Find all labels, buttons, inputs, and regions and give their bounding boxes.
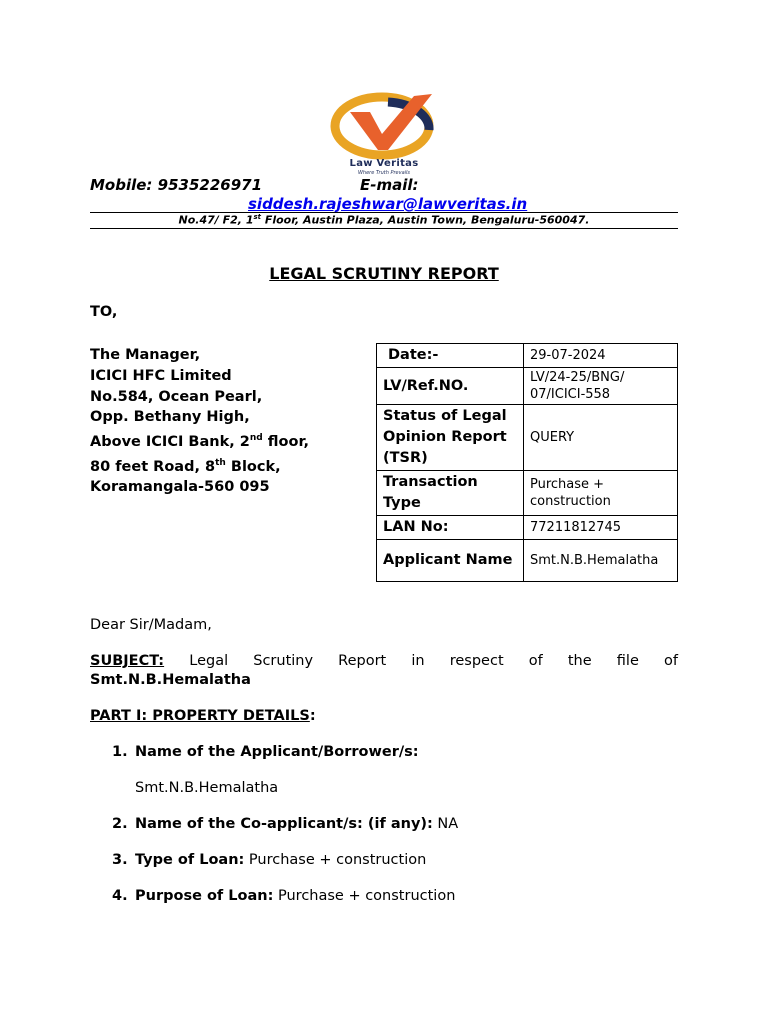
list-item: 3. Type of Loan: Purchase + construction: [112, 852, 427, 868]
info-key: LV/Ref.NO.: [377, 368, 524, 405]
info-value: Purchase + construction: [524, 471, 678, 516]
table-row: [377, 471, 678, 516]
report-title: LEGAL SCRUTINY REPORT: [269, 264, 499, 283]
mobile-contact: [90, 176, 262, 194]
list-item: 1. Name of the Applicant/Borrower/s:: [112, 744, 419, 760]
info-key: LAN No:: [377, 516, 524, 540]
table-row: [377, 516, 678, 540]
law-veritas-logo: [326, 90, 442, 176]
recipient-address: The Manager, ICICI HFC Limited No.584, Ocean Pearl, Opp. Bethany High, Above ICICI Bank, 2nd floor, 80 feet Road, 8th Block, Koramangala-560 095: [90, 347, 309, 496]
info-value: LV/24-25/BNG/ 07/ICICI-558: [524, 368, 678, 405]
list-item: 2. Name of the Co-applicant/s: (if any): NA: [112, 816, 459, 832]
subject-line: [90, 653, 678, 669]
info-value: 77211812745: [524, 516, 678, 540]
logo-brand-name: Law Veritas: [349, 158, 419, 169]
logo-mark-icon: [326, 90, 442, 160]
email-label: E-mail:: [360, 176, 419, 194]
list-item: 4. Purpose of Loan: Purchase + construction: [112, 888, 456, 904]
info-key: Status of Legal Opinion Report (TSR): [377, 405, 524, 471]
info-key: Applicant Name: [377, 540, 524, 582]
info-value: QUERY: [524, 405, 678, 471]
subject-label: SUBJECT:: [90, 653, 165, 669]
part1-heading: PART I: PROPERTY DETAILS:: [90, 708, 316, 724]
info-value: Smt.N.B.Hemalatha: [524, 540, 678, 582]
to-label: TO,: [90, 304, 118, 320]
info-key: Date:-: [377, 344, 524, 368]
info-value: 29-07-2024: [524, 344, 678, 368]
report-info-table: [376, 343, 678, 582]
mobile-label: Mobile:: [90, 176, 153, 194]
header-divider-bottom: [90, 228, 678, 229]
subject-text: Legal Scrutiny Report in respect of the file of: [164, 653, 678, 669]
info-key: Transaction Type: [377, 471, 524, 516]
table-row: [377, 540, 678, 582]
table-row: [377, 405, 678, 471]
mobile-number: 9535226971: [157, 176, 263, 194]
table-row: [377, 344, 678, 368]
table-row: [377, 368, 678, 405]
salutation: Dear Sir/Madam,: [90, 617, 212, 633]
applicant-name-value: Smt.N.B.Hemalatha: [135, 780, 279, 796]
logo-tagline: Where Truth Prevails: [357, 170, 411, 176]
subject-name: Smt.N.B.Hemalatha: [90, 672, 251, 688]
email-link[interactable]: siddesh.rajeshwar@lawveritas.in: [248, 195, 528, 213]
office-address: No.47/ F2, 1st Floor, Austin Plaza, Austin Town, Bengaluru-560047.: [178, 213, 590, 227]
